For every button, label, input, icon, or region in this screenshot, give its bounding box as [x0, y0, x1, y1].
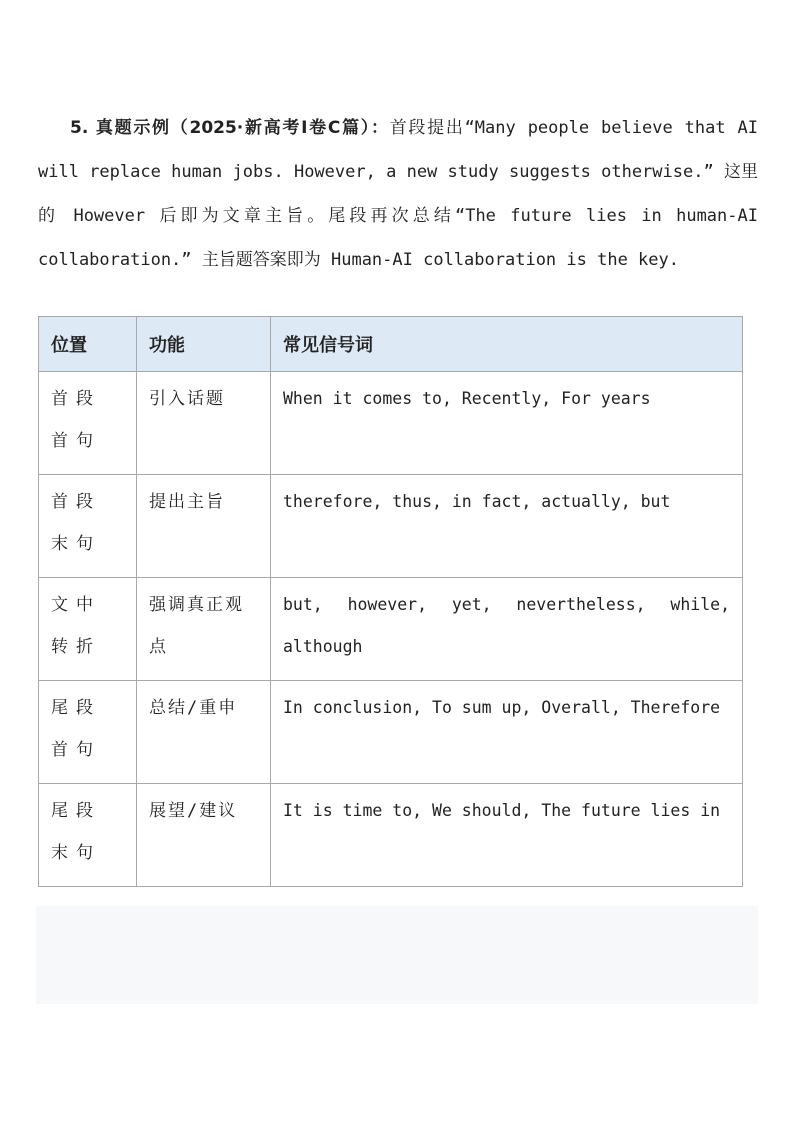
table-row	[39, 578, 743, 681]
table-row	[39, 372, 743, 475]
cell-function: 引入话题	[137, 372, 271, 475]
intro-paragraph	[38, 106, 758, 282]
cell-signals: It is time to, We should, The future lies in	[271, 784, 743, 887]
header-function: 功能	[137, 317, 271, 372]
cell-position: 尾段首句	[39, 681, 137, 784]
cell-function: 提出主旨	[137, 475, 271, 578]
cell-signals: When it comes to, Recently, For years	[271, 372, 743, 475]
cell-position: 文中转折	[39, 578, 137, 681]
table-row	[39, 784, 743, 887]
signal-words-table	[38, 316, 743, 887]
cell-position: 首段首句	[39, 372, 137, 475]
cell-signals: In conclusion, To sum up, Overall, Therefore	[271, 681, 743, 784]
cell-position: 尾段末句	[39, 784, 137, 887]
table-row	[39, 681, 743, 784]
example-text: 首段提出“Many people believe that AI will replace human jobs. However, a new study suggests otherwise.” 这里的 However 后即为文章主旨。尾段再次总结“The future lies in human-AI collaboration.” 主旨题答案即为 Human-AI collaboration is the key.	[38, 118, 759, 270]
cell-signals: therefore, thus, in fact, actually, but	[271, 475, 743, 578]
table-row	[39, 475, 743, 578]
table-header-row	[39, 317, 743, 372]
example-heading: 5. 真题示例（2025·新高考Ⅰ卷C篇）：	[70, 118, 390, 138]
cell-function: 总结/重申	[137, 681, 271, 784]
header-position: 位置	[39, 317, 137, 372]
cell-position: 首段末句	[39, 475, 137, 578]
cell-signals: but, however, yet, nevertheless, while, although	[271, 578, 743, 681]
cell-function: 展望/建议	[137, 784, 271, 887]
blank-shaded-area	[36, 906, 758, 1004]
cell-function: 强调真正观点	[137, 578, 271, 681]
header-signals: 常见信号词	[271, 317, 743, 372]
